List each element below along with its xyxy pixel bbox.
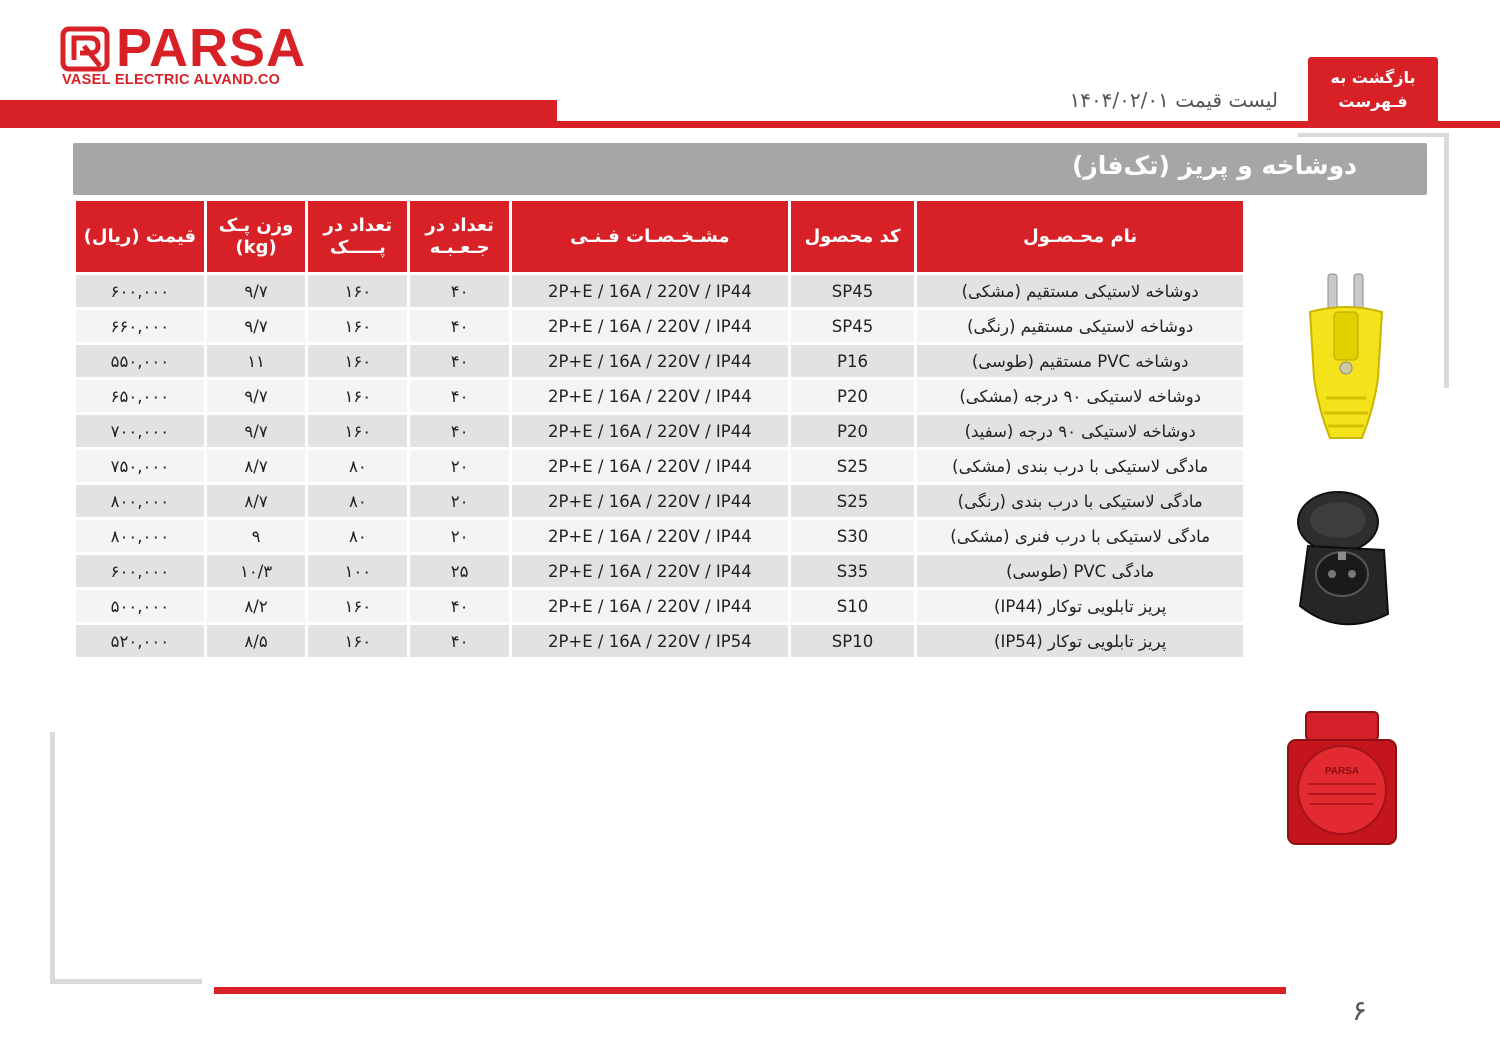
cell-product-name: دوشاخه لاستیکی مستقیم (رنگی) (917, 310, 1243, 342)
cell-product-code: SP10 (791, 625, 915, 657)
cell-per-box: ۴۰ (410, 345, 509, 377)
cell-price: ۵۵۰,۰۰۰ (76, 345, 204, 377)
cell-weight: ۹/۷ (207, 380, 306, 412)
cell-per-pack: ۱۶۰ (308, 590, 407, 622)
decorative-gray-line (50, 979, 202, 984)
cell-weight: ۸/۷ (207, 485, 306, 517)
price-list-date: لیست قیمت ۱۴۰۴/۰۲/۰۱ (1069, 88, 1278, 112)
cell-weight: ۸/۲ (207, 590, 306, 622)
black-socket-image (1280, 486, 1402, 638)
table-row (76, 625, 1243, 657)
brand-subtitle: VASEL ELECTRIC ALVAND.CO (62, 72, 281, 88)
cell-product-name: پریز تابلویی توکار (IP44) (917, 590, 1243, 622)
header-specs: مشـخـصـات فـنـی (512, 201, 788, 272)
cell-product-code: S35 (791, 555, 915, 587)
header-price: قیمت (ریال) (76, 201, 204, 272)
brand-name: PARSA (116, 18, 307, 78)
table-row (76, 555, 1243, 587)
brand-logo (60, 18, 320, 94)
cell-per-box: ۲۰ (410, 450, 509, 482)
cell-specs: 2P+E / 16A / 220V / IP44 (512, 450, 788, 482)
cell-per-pack: ۸۰ (308, 450, 407, 482)
table-row (76, 590, 1243, 622)
table-row (76, 310, 1243, 342)
red-panel-socket-image (1286, 710, 1398, 848)
cell-product-name: مادگی لاستیکی با درب فنری (مشکی) (917, 520, 1243, 552)
cell-weight: ۹/۷ (207, 415, 306, 447)
cell-product-code: P20 (791, 415, 915, 447)
section-header-bar (73, 143, 1427, 195)
cell-price: ۷۵۰,۰۰۰ (76, 450, 204, 482)
cell-weight: ۱۰/۳ (207, 555, 306, 587)
table-row (76, 520, 1243, 552)
page-number: ۶ (1352, 994, 1368, 1027)
cell-per-box: ۴۰ (410, 380, 509, 412)
cell-per-box: ۴۰ (410, 310, 509, 342)
cell-price: ۷۰۰,۰۰۰ (76, 415, 204, 447)
parsa-logo-icon (60, 26, 112, 72)
cell-weight: ۸/۵ (207, 625, 306, 657)
header-weight-line2: (kg) (235, 236, 277, 258)
cell-per-pack: ۱۶۰ (308, 380, 407, 412)
cell-per-box: ۴۰ (410, 415, 509, 447)
table-row (76, 345, 1243, 377)
decorative-gray-line-vertical (50, 732, 55, 984)
cell-product-code: P16 (791, 345, 915, 377)
cell-product-code: P20 (791, 380, 915, 412)
cell-specs: 2P+E / 16A / 220V / IP44 (512, 590, 788, 622)
cell-weight: ۹/۷ (207, 275, 306, 307)
cell-specs: 2P+E / 16A / 220V / IP44 (512, 380, 788, 412)
decorative-gray-line (1298, 133, 1448, 137)
cell-per-box: ۲۵ (410, 555, 509, 587)
header-product-code: کد محصول (791, 201, 915, 272)
back-to-index-button[interactable] (1308, 57, 1438, 125)
cell-weight: ۹ (207, 520, 306, 552)
header-per-pack-line2: پـــــک (329, 236, 386, 258)
cell-per-box: ۲۰ (410, 485, 509, 517)
header-per-box (410, 201, 509, 272)
cell-price: ۸۰۰,۰۰۰ (76, 520, 204, 552)
cell-per-pack: ۱۰۰ (308, 555, 407, 587)
header-per-box-line2: جـعـبـه (429, 236, 490, 258)
table-row (76, 380, 1243, 412)
yellow-plug-image (1296, 268, 1396, 446)
table-row (76, 450, 1243, 482)
decorative-gray-line-vertical (1444, 133, 1449, 388)
red-socket-brand: PARSA (1324, 766, 1360, 777)
table-header-row (76, 201, 1243, 272)
cell-price: ۸۰۰,۰۰۰ (76, 485, 204, 517)
cell-per-pack: ۸۰ (308, 485, 407, 517)
cell-price: ۶۰۰,۰۰۰ (76, 275, 204, 307)
cell-product-name: دوشاخه لاستیکی ۹۰ درجه (سفید) (917, 415, 1243, 447)
cell-weight: ۱۱ (207, 345, 306, 377)
red-socket-graphic (1286, 710, 1398, 848)
header-red-bar-left (0, 100, 557, 128)
cell-per-box: ۴۰ (410, 275, 509, 307)
cell-price: ۵۲۰,۰۰۰ (76, 625, 204, 657)
cell-per-pack: ۱۶۰ (308, 310, 407, 342)
price-table (73, 198, 1246, 660)
cell-price: ۶۵۰,۰۰۰ (76, 380, 204, 412)
table-row (76, 415, 1243, 447)
cell-per-box: ۴۰ (410, 590, 509, 622)
cell-product-name: مادگی لاستیکی با درب بندی (رنگی) (917, 485, 1243, 517)
cell-specs: 2P+E / 16A / 220V / IP44 (512, 485, 788, 517)
section-title: دوشاخه و پریز (تک‌فاز) (1071, 151, 1357, 180)
cell-price: ۶۰۰,۰۰۰ (76, 555, 204, 587)
header-per-pack (308, 201, 407, 272)
cell-weight: ۹/۷ (207, 310, 306, 342)
header-per-box-line1: تعداد در (425, 214, 494, 236)
cell-product-name: دوشاخه لاستیکی ۹۰ درجه (مشکی) (917, 380, 1243, 412)
cell-specs: 2P+E / 16A / 220V / IP44 (512, 275, 788, 307)
header-product-name: نام محـصـول (917, 201, 1243, 272)
cell-per-box: ۲۰ (410, 520, 509, 552)
cell-specs: 2P+E / 16A / 220V / IP54 (512, 625, 788, 657)
cell-product-name: دوشاخه لاستیکی مستقیم (مشکی) (917, 275, 1243, 307)
back-button-line2: فـهرست (1338, 92, 1408, 111)
cell-per-pack: ۸۰ (308, 520, 407, 552)
cell-specs: 2P+E / 16A / 220V / IP44 (512, 345, 788, 377)
cell-weight: ۸/۷ (207, 450, 306, 482)
cell-specs: 2P+E / 16A / 220V / IP44 (512, 520, 788, 552)
cell-product-name: مادگی PVC (طوسی) (917, 555, 1243, 587)
cell-product-code: SP45 (791, 275, 915, 307)
cell-specs: 2P+E / 16A / 220V / IP44 (512, 310, 788, 342)
table-row (76, 485, 1243, 517)
header-per-pack-line1: تعداد در (323, 214, 393, 236)
cell-per-box: ۴۰ (410, 625, 509, 657)
header-pack-weight (207, 201, 306, 272)
cell-product-name: دوشاخه PVC مستقیم (طوسی) (917, 345, 1243, 377)
cell-product-name: پریز تابلویی توکار (IP54) (917, 625, 1243, 657)
cell-per-pack: ۱۶۰ (308, 275, 407, 307)
cell-per-pack: ۱۶۰ (308, 345, 407, 377)
header-weight-line1: وزن پـک (218, 214, 294, 236)
footer-red-line (214, 987, 1286, 994)
cell-product-code: S30 (791, 520, 915, 552)
cell-price: ۶۶۰,۰۰۰ (76, 310, 204, 342)
cell-price: ۵۰۰,۰۰۰ (76, 590, 204, 622)
cell-per-pack: ۱۶۰ (308, 415, 407, 447)
back-button-line1: بازگشت به (1330, 68, 1416, 87)
cell-product-code: S25 (791, 450, 915, 482)
cell-product-code: SP45 (791, 310, 915, 342)
cell-per-pack: ۱۶۰ (308, 625, 407, 657)
cell-product-code: S10 (791, 590, 915, 622)
cell-product-name: مادگی لاستیکی با درب بندی (مشکی) (917, 450, 1243, 482)
cell-specs: 2P+E / 16A / 220V / IP44 (512, 555, 788, 587)
table-row (76, 275, 1243, 307)
cell-specs: 2P+E / 16A / 220V / IP44 (512, 415, 788, 447)
cell-product-code: S25 (791, 485, 915, 517)
